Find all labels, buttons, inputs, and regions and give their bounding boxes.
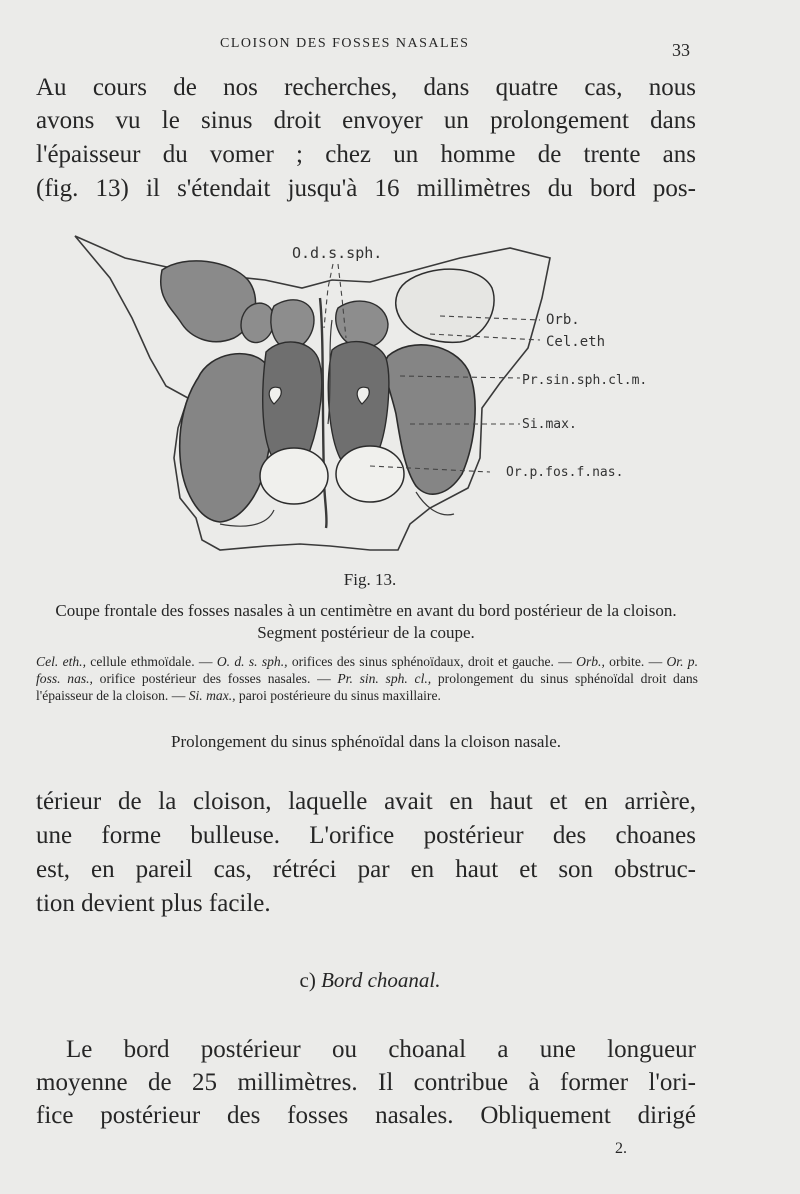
legend-text: paroi postérieure du sinus maxillaire. [235, 688, 441, 703]
figure-caption: Coupe frontale des fosses nasales à un centimètre en avant du bord postérieur de la cloison. Segment postérieur de la coupe. [55, 601, 677, 642]
label-cel-eth: Cel.eth [546, 334, 606, 350]
left-ethmoid-cells [241, 303, 274, 342]
label-or-p: Or.p.fos.f.nas. [506, 465, 624, 480]
label-ods: O.d.s.sph. [292, 244, 383, 262]
paragraph-line: Le bord postérieur ou choanal a une longueur [66, 1036, 696, 1063]
legend-abbr: Pr. sin. sph. cl., [337, 671, 432, 686]
left-choana [260, 448, 328, 504]
legend-text: orifice postérieur des fosses nasales. — [92, 671, 338, 686]
label-si-max: Si.max. [522, 417, 577, 432]
figure-legend [36, 653, 698, 704]
legend-abbr: Orb., [576, 654, 605, 669]
legend-abbr: O. d. s. sph., [216, 654, 288, 669]
signature-mark: 2. [615, 1140, 627, 1157]
legend-text: cellule ethmoïdale. — [85, 654, 217, 669]
section-title: Bord choanal. [321, 968, 441, 992]
paragraph-line: l'épaisseur du vomer ; chez un homme de trente ans [36, 141, 696, 168]
legend-text: orbite. — [604, 654, 667, 669]
paragraph-line: moyenne de 25 millimètres. Il contribue à former l'ori- [36, 1069, 696, 1096]
section-heading [0, 968, 740, 993]
legend-abbr: Si. max., [188, 688, 236, 703]
right-orbit-shape [396, 269, 494, 342]
paragraph-line: fice postérieur des fosses nasales. Obliquement dirigé [36, 1102, 696, 1129]
paragraph-line: térieur de la cloison, laquelle avait en haut et en arrière, [36, 788, 696, 815]
page-number: 33 [672, 40, 690, 60]
label-orb: Orb. [546, 312, 580, 328]
legend-text: prolongement du sinus sphénoïdal droit dans l'épaisseur de la cloison. — [36, 671, 698, 703]
paragraph-line: tion devient plus facile. [36, 890, 271, 917]
paragraph-line: Au cours de nos recherches, dans quatre cas, nous [36, 74, 696, 101]
legend-text: orifices des sinus sphénoïdaux, droit et gauche. — [287, 654, 577, 669]
paragraph-line: avons vu le sinus droit envoyer un prolongement dans [36, 107, 696, 134]
right-ethmoid-cells [336, 301, 388, 348]
paragraph-line: (fig. 13) il s'étendait jusqu'à 16 millimètres du bord pos- [36, 175, 696, 202]
anatomical-figure [70, 228, 670, 560]
legend-abbr: Cel. eth., [36, 654, 86, 669]
right-choana [336, 446, 404, 502]
legend-abbr: Or. p. foss. nas., [36, 654, 698, 686]
figure-number: Fig. 13. [343, 570, 397, 589]
running-title: CLOISON DES FOSSES NASALES [220, 36, 470, 51]
paragraph-line: est, en pareil cas, rétréci par en haut et son obstruc- [36, 856, 696, 883]
left-maxillary-sinus [180, 354, 274, 522]
section-marker: c) [299, 968, 316, 992]
paragraph-line: une forme bulleuse. L'orifice postérieur des choanes [36, 822, 696, 849]
figure-subtitle: Prolongement du sinus sphénoïdal dans la cloison nasale. [171, 732, 561, 751]
label-pr-sin: Pr.sin.sph.cl.m. [522, 373, 648, 388]
